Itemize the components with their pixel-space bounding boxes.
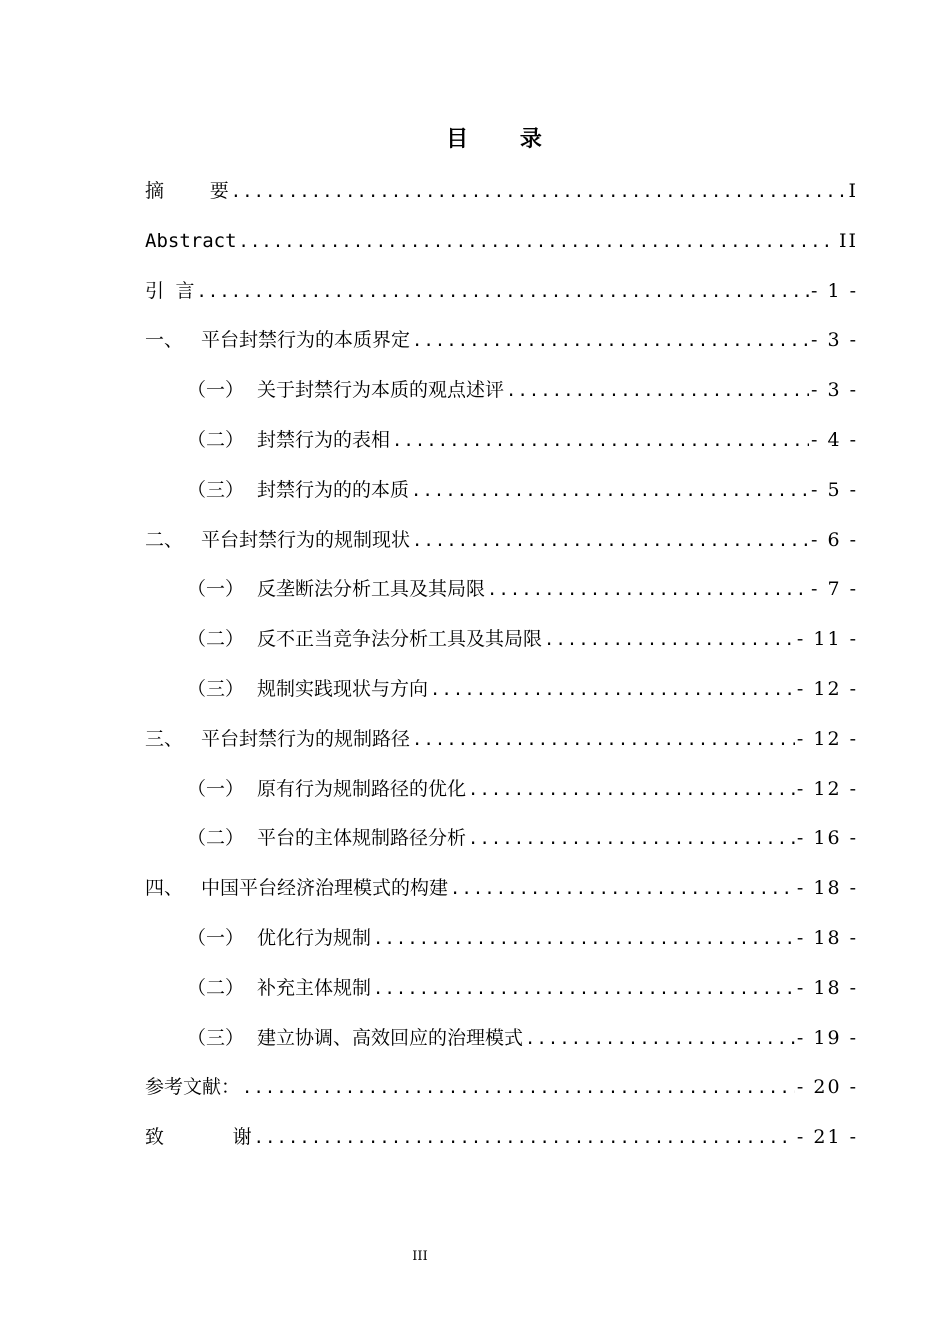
toc-entry-page: - 18 - <box>796 976 858 999</box>
page-number: III <box>412 1249 428 1264</box>
toc-entry-page: - 20 - <box>796 1076 858 1099</box>
toc-entry-number: 三、 <box>145 727 184 750</box>
toc-entry-number: （一） <box>187 379 245 402</box>
toc-entry-number: （二） <box>187 976 245 999</box>
toc-entry[interactable] <box>145 316 858 366</box>
toc-entry-page: - 5 - <box>810 478 858 501</box>
toc-entry[interactable] <box>145 167 858 217</box>
toc-entry[interactable] <box>145 964 858 1014</box>
toc-entry-number: （二） <box>187 827 245 850</box>
page-footer <box>0 1249 950 1264</box>
toc-entry-label: Abstract <box>145 229 237 252</box>
toc-entry-number: 一、 <box>145 329 184 352</box>
toc-entry-label: 建立协调、高效回应的治理模式 <box>257 1026 524 1049</box>
toc-entry-page: - 18 - <box>796 877 858 900</box>
toc-entry[interactable] <box>145 864 858 914</box>
toc-entry-page: - 3 - <box>810 329 858 352</box>
toc-entry-page: II <box>838 229 858 252</box>
toc-dot-leader <box>239 218 837 267</box>
toc-entry[interactable] <box>145 914 858 964</box>
toc-entry-number: 二、 <box>145 528 184 551</box>
toc-entry-page: - 12 - <box>796 777 858 800</box>
toc-entry[interactable] <box>145 665 858 715</box>
toc-dot-leader <box>412 716 795 765</box>
toc-entry[interactable] <box>145 615 858 665</box>
toc-entry-page: - 4 - <box>810 428 858 451</box>
toc-dot-leader <box>506 367 809 416</box>
toc-entry[interactable] <box>145 814 858 864</box>
toc-dot-leader <box>411 467 809 516</box>
toc-entry-number: （三） <box>187 478 245 501</box>
toc-entry-label: 封禁行为的的本质 <box>257 478 410 501</box>
toc-entry[interactable] <box>145 366 858 416</box>
toc-entry-label: 反不正当竞争法分析工具及其局限 <box>257 628 543 651</box>
toc-entry[interactable] <box>145 1014 858 1064</box>
toc-dot-leader <box>412 517 809 566</box>
toc-dot-leader <box>544 616 795 665</box>
toc-dot-leader <box>392 417 809 466</box>
toc-entry-label: 参考文献： <box>145 1076 241 1099</box>
toc-entry-number: （二） <box>187 628 245 651</box>
toc-entry-label: 中国平台经济治理模式的构建 <box>201 877 449 900</box>
toc-entry-number: （一） <box>187 926 245 949</box>
toc-entry-label: 规制实践现状与方向 <box>257 677 429 700</box>
toc-dot-leader <box>254 1114 795 1163</box>
toc-dot-leader <box>242 1064 795 1113</box>
toc-entry-page: - 12 - <box>796 727 858 750</box>
toc-entry-label: 引 言 <box>145 279 195 302</box>
toc-entry-page: I <box>848 180 858 202</box>
toc-dot-leader <box>373 965 795 1014</box>
toc-entry[interactable] <box>145 217 858 267</box>
toc-entry[interactable] <box>145 466 858 516</box>
toc-entry[interactable] <box>145 765 858 815</box>
toc-entry-label: 平台封禁行为的规制路径 <box>201 727 411 750</box>
toc-entry-page: - 16 - <box>796 827 858 850</box>
toc-entry-page: - 1 - <box>810 279 858 302</box>
toc-dot-leader <box>231 168 847 217</box>
toc-entry-number: （一） <box>187 578 245 601</box>
toc-entry[interactable] <box>145 1063 858 1113</box>
toc-entry-page: - 3 - <box>810 379 858 402</box>
toc-entry-label: 致 谢 <box>145 1126 252 1149</box>
toc-dot-leader <box>196 268 809 317</box>
page-title: 目 录 <box>446 127 564 152</box>
toc-entry[interactable] <box>145 267 858 317</box>
toc-entry[interactable] <box>145 565 858 615</box>
table-of-contents <box>145 167 858 1163</box>
toc-entry-label: 反垄断法分析工具及其局限 <box>257 578 486 601</box>
toc-entry-number: （二） <box>187 428 245 451</box>
toc-entry-label: 平台的主体规制路径分析 <box>257 827 467 850</box>
toc-entry-label: 封禁行为的表相 <box>257 428 391 451</box>
toc-dot-leader <box>487 566 809 615</box>
toc-entry-page: - 19 - <box>796 1026 858 1049</box>
toc-entry-page: - 7 - <box>810 578 858 601</box>
toc-entry-label: 优化行为规制 <box>257 926 372 949</box>
toc-entry-label: 摘 要 <box>145 180 229 202</box>
toc-entry-label: 平台封禁行为的本质界定 <box>201 329 411 352</box>
toc-entry-label: 关于封禁行为本质的观点述评 <box>257 379 505 402</box>
toc-entry[interactable] <box>145 516 858 566</box>
toc-dot-leader <box>525 1015 795 1064</box>
toc-entry[interactable] <box>145 715 858 765</box>
toc-dot-leader <box>468 766 795 815</box>
toc-dot-leader <box>468 815 795 864</box>
toc-entry-label: 平台封禁行为的规制现状 <box>201 528 411 551</box>
toc-entry-page: - 18 - <box>796 926 858 949</box>
toc-entry[interactable] <box>145 416 858 466</box>
toc-entry-page: - 12 - <box>796 677 858 700</box>
toc-entry-number: （一） <box>187 777 245 800</box>
toc-dot-leader <box>450 865 795 914</box>
toc-entry-label: 补充主体规制 <box>257 976 372 999</box>
toc-entry-label: 原有行为规制路径的优化 <box>257 777 467 800</box>
toc-entry-number: （三） <box>187 677 245 700</box>
toc-entry-number: （三） <box>187 1026 245 1049</box>
toc-dot-leader <box>373 915 795 964</box>
toc-entry-number: 四、 <box>145 877 184 900</box>
toc-entry[interactable] <box>145 1113 858 1163</box>
toc-entry-page: - 21 - <box>796 1126 858 1149</box>
toc-dot-leader <box>412 317 809 366</box>
toc-entry-page: - 6 - <box>810 528 858 551</box>
toc-entry-page: - 11 - <box>796 628 858 651</box>
toc-dot-leader <box>430 666 795 715</box>
